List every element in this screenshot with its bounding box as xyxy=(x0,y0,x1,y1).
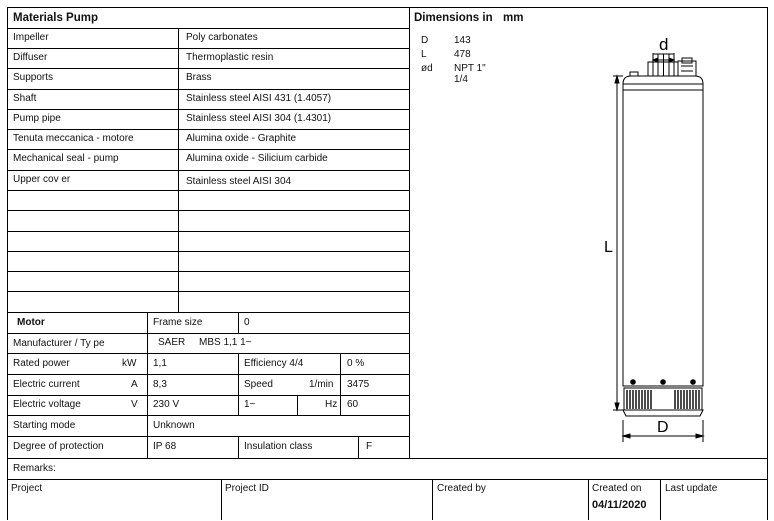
speed-value: 3475 xyxy=(347,379,370,390)
motor-title: Motor xyxy=(17,317,45,328)
material-value: Alumina oxide - Silicium carbide xyxy=(186,153,328,164)
dimension-key: ød xyxy=(421,63,433,74)
created-on-label: Created on xyxy=(592,483,642,494)
materials-title: Materials Pump xyxy=(13,12,98,24)
frequency-unit: Hz xyxy=(325,399,338,410)
material-label: Upper cov er xyxy=(13,174,71,185)
rated-power-unit: kW xyxy=(122,358,137,369)
dimension-value: NPT 1" xyxy=(454,63,486,74)
dimension-value: 478 xyxy=(454,49,471,60)
starting-mode-value: Unknown xyxy=(153,420,195,431)
drawing-label-L: L xyxy=(604,239,613,256)
material-value: Alumina oxide - Graphite xyxy=(186,133,297,144)
frame-size-label: Frame size xyxy=(153,317,203,328)
voltage-value: 230 V xyxy=(153,399,180,410)
material-value: Poly carbonates xyxy=(186,32,258,43)
voltage-label: Electric voltage xyxy=(13,399,81,410)
speed-label: Speed xyxy=(244,379,273,390)
frame-size-value: 0 xyxy=(244,317,250,328)
dimension-key: L xyxy=(421,49,427,60)
material-label: Pump pipe xyxy=(13,113,61,124)
current-unit: A xyxy=(131,379,138,390)
protection-value: IP 68 xyxy=(153,441,177,452)
efficiency-value: 0 % xyxy=(347,358,365,369)
material-value: Stainless steel AISI 304 xyxy=(186,176,292,187)
material-value: Thermoplastic resin xyxy=(186,52,274,63)
dimensions-title: Dimensions in xyxy=(414,12,493,24)
created-on-value: 04/11/2020 xyxy=(592,499,647,511)
starting-mode-label: Starting mode xyxy=(13,420,76,431)
frequency-value: 60 xyxy=(347,399,359,410)
manufacturer-label: Manufacturer / Ty pe xyxy=(13,338,105,349)
drawing-label-D: D xyxy=(657,419,669,436)
material-label: Tenuta meccanica - motore xyxy=(13,133,134,144)
efficiency-label: Efficiency 4/4 xyxy=(244,358,304,369)
outlet-fitting xyxy=(630,54,696,77)
current-label: Electric current xyxy=(13,379,80,390)
material-label: Diffuser xyxy=(13,52,48,63)
material-value: Brass xyxy=(186,72,212,83)
dimensions-unit: mm xyxy=(503,12,524,24)
created-by-label: Created by xyxy=(437,483,486,494)
pump-drawing xyxy=(410,28,767,458)
material-value: Stainless steel AISI 304 (1.4301) xyxy=(186,113,332,124)
manufacturer-value: SAER xyxy=(158,337,186,348)
material-label: Supports xyxy=(13,72,54,83)
motor-type-value: MBS 1,1 1~ xyxy=(199,337,252,348)
voltage-unit: V xyxy=(131,399,138,410)
material-value: Stainless steel AISI 431 (1.4057) xyxy=(186,93,332,104)
insulation-value: F xyxy=(366,441,373,452)
rated-power-label: Rated power xyxy=(13,358,70,369)
current-value: 8,3 xyxy=(153,379,167,390)
rated-power-value: 1,1 xyxy=(153,358,167,369)
material-label: Impeller xyxy=(13,32,49,43)
last-update-label: Last update xyxy=(665,483,718,494)
remarks-label: Remarks: xyxy=(13,463,56,474)
phase-value: 1~ xyxy=(244,399,256,410)
dimension-value: 143 xyxy=(454,35,471,46)
project-id-label: Project ID xyxy=(225,483,269,494)
protection-label: Degree of protection xyxy=(13,441,104,452)
dimension-key: D xyxy=(421,35,429,46)
insulation-label: Insulation class xyxy=(244,441,313,452)
project-label: Project xyxy=(11,483,43,494)
drawing-label-d: d xyxy=(659,35,669,54)
dimension-value-line2: 1/4 xyxy=(454,74,468,85)
material-label: Mechanical seal - pump xyxy=(13,153,119,164)
material-label: Shaft xyxy=(13,93,37,104)
speed-unit: 1/min xyxy=(309,379,334,390)
